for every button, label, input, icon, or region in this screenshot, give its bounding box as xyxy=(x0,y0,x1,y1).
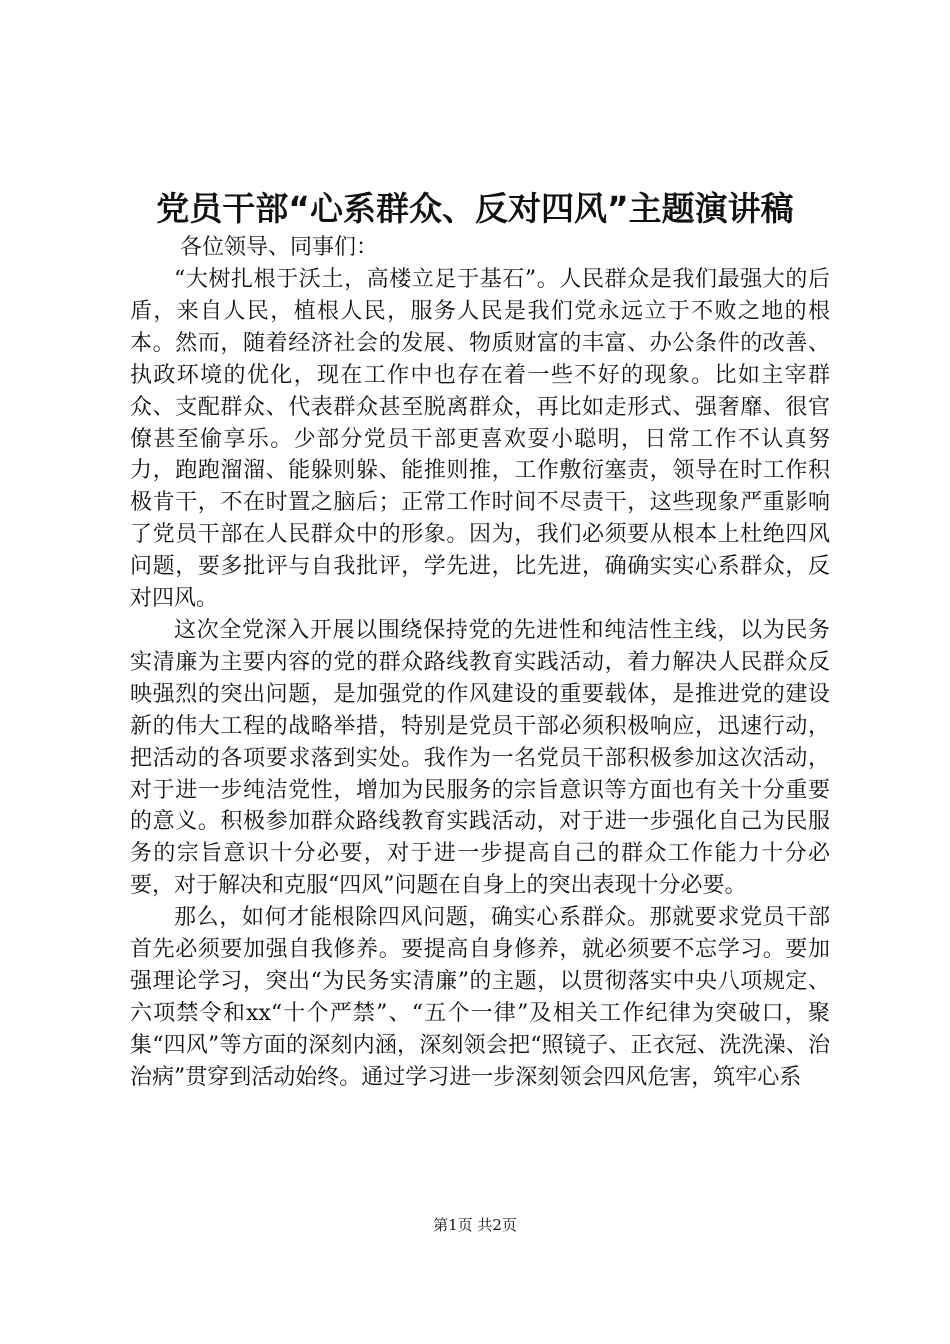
document-title: 党员干部“心系群众、反对四风”主题演讲稿 xyxy=(156,189,794,228)
paragraph-3: 那么，如何才能根除四风问题，确实心系群众。那就要求党员干部首先必须要加强自我修养。要提高自身修养，就必须要不忘学习。要加强理论学习，突出“为民务实清廉”的主题，以贯彻落实中央八项规定、六项禁令和xx“十个严禁”、“五个一律”及相关工作纪律为突破口，聚集“四风”等方面的深刻内涵，深刻领会把“照镜子、正衣冠、洗洗澡、治治病”贯穿到活动始终。通过学习进一步深刻领会四风危害，筑牢心系 xyxy=(130,905,830,1090)
salutation: 各位领导、同事们： xyxy=(180,235,379,260)
paragraph-2: 这次全党深入开展以围绕保持党的先进性和纯洁性主线，以为民务实清廉为主要内容的党的群众路线教育实践活动，着力解决人民群众反映强烈的突出问题，是加强党的作风建设的重要载体，是推进党的建设新的伟大工程的战略举措，特别是党员干部必须积极响应，迅速行动，把活动的各项要求落到实处。我作为一名党员干部积极参加这次活动，对于进一步纯洁党性，增加为民服务的宗旨意识等方面也有关十分重要的意义。积极参加群众路线教育实践活动，对于进一步强化自己为民服务的宗旨意识十分必要，对于进一步提高自己的群众工作能力十分必要，对于解决和克服“四风”问题在自身上的突出表现十分必要。 xyxy=(130,617,830,899)
page-number-footer: 第1页 共2页 xyxy=(433,1216,517,1234)
paragraph-1: “大树扎根于沃土，高楼立足于基石”。人民群众是我们最强大的后盾，来自人民，植根人民，服务人民是我们党永远立于不败之地的根本。然而，随着经济社会的发展、物质财富的丰富、办公条件的改善、执政环境的优化，现在工作中也存在着一些不好的现象。比如主宰群众、支配群众、代表群众甚至脱离群众，再比如走形式、强奢靡、很官僚甚至偷享乐。少部分党员干部更喜欢耍小聪明，日常工作不认真努力，跑跑溜溜、能躲则躲、能推则推，工作敷衍塞责，领导在时工作积极肯干，不在时置之脑后；正常工作时间不尽责干，这些现象严重影响了党员干部在人民群众中的形象。因为，我们必须要从根本上杜绝四风问题，要多批评与自我批评，学先进，比先进，确确实实心系群众，反对四风。 xyxy=(130,267,830,612)
document-body xyxy=(130,264,830,1094)
